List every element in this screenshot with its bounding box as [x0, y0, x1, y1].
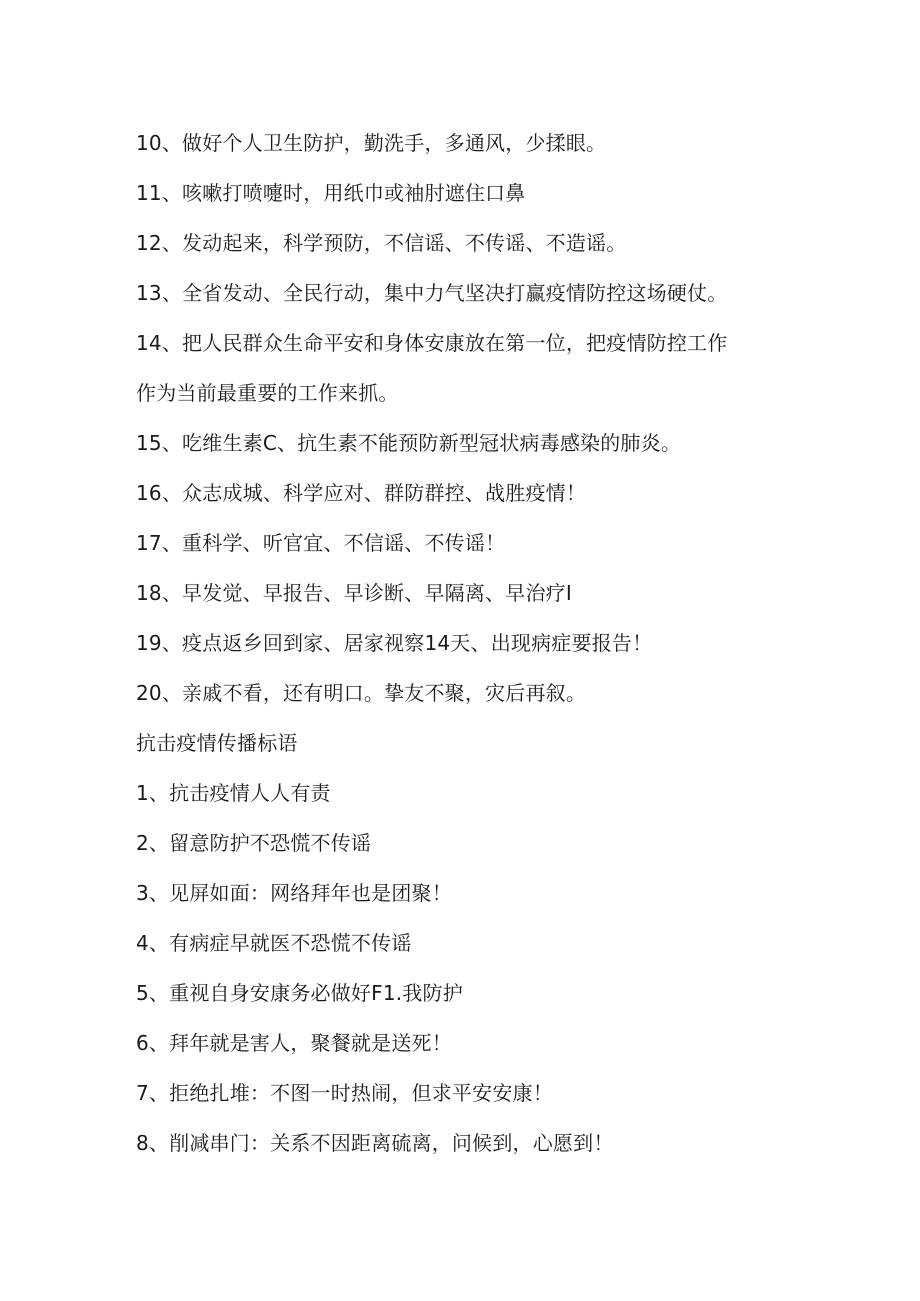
slogan-item-4: 4、有病症早就医不恐慌不传谣 — [136, 931, 412, 955]
slogan-line-20: 20、亲戚不看，还有明口。挚友不聚，灾后再叙。 — [136, 681, 587, 705]
slogan-item-6: 6、拜年就是害人，聚餐就是送死！ — [136, 1031, 452, 1055]
slogan-line-13: 13、全省发动、全民行动，集中力气坚决打赢疫情防控这场硬仗。 — [136, 281, 728, 305]
section-heading: 抗击疫情传播标语 — [136, 731, 298, 755]
slogan-item-7: 7、拒绝扎堆：不图一时热闹，但求平安安康！ — [136, 1081, 553, 1105]
slogan-line-17: 17、重科学、听官宜、不信谣、不传谣！ — [136, 531, 506, 555]
slogan-line-12: 12、发动起来，科学预防，不信谣、不传谣、不造谣。 — [136, 231, 627, 255]
slogan-line-18: 18、早发觉、早报告、早诊断、早隔离、早治疗I — [136, 581, 572, 605]
slogan-line-10: 10、做好个人卫生防护，勤洗手，多通风，少揉眼。 — [136, 131, 607, 155]
slogan-item-1: 1、抗击疫情人人有责 — [136, 781, 331, 805]
slogan-line-15: 15、吃维生素C、抗生素不能预防新型冠状病毒感染的肺炎。 — [136, 431, 682, 455]
slogan-line-11: 11、咳嗽打喷嚏时，用纸巾或袖肘遮住口鼻 — [136, 181, 526, 205]
slogan-item-3: 3、见屏如面：网络拜年也是团聚！ — [136, 881, 452, 905]
document-body — [136, 118, 796, 1168]
slogan-item-8: 8、削减串门：关系不因距离硫离，问候到，心愿到！ — [136, 1131, 614, 1155]
slogan-line-14: 14、把人民群众生命平安和身体安康放在第一位，把疫情防控工作 — [136, 331, 728, 355]
slogan-line-19: 19、疫点返乡回到家、居家视察14天、出现病症要报告！ — [136, 631, 653, 655]
slogan-item-2: 2、留意防护不恐慌不传谣 — [136, 831, 372, 855]
slogan-line-16: 16、众志成城、科学应对、群防群控、战胜疫情！ — [136, 481, 587, 505]
slogan-item-5: 5、重视自身安康务必做好F1.我防护 — [136, 981, 463, 1005]
slogan-line-14-continued: 作为当前最重要的工作来抓。 — [136, 381, 399, 405]
